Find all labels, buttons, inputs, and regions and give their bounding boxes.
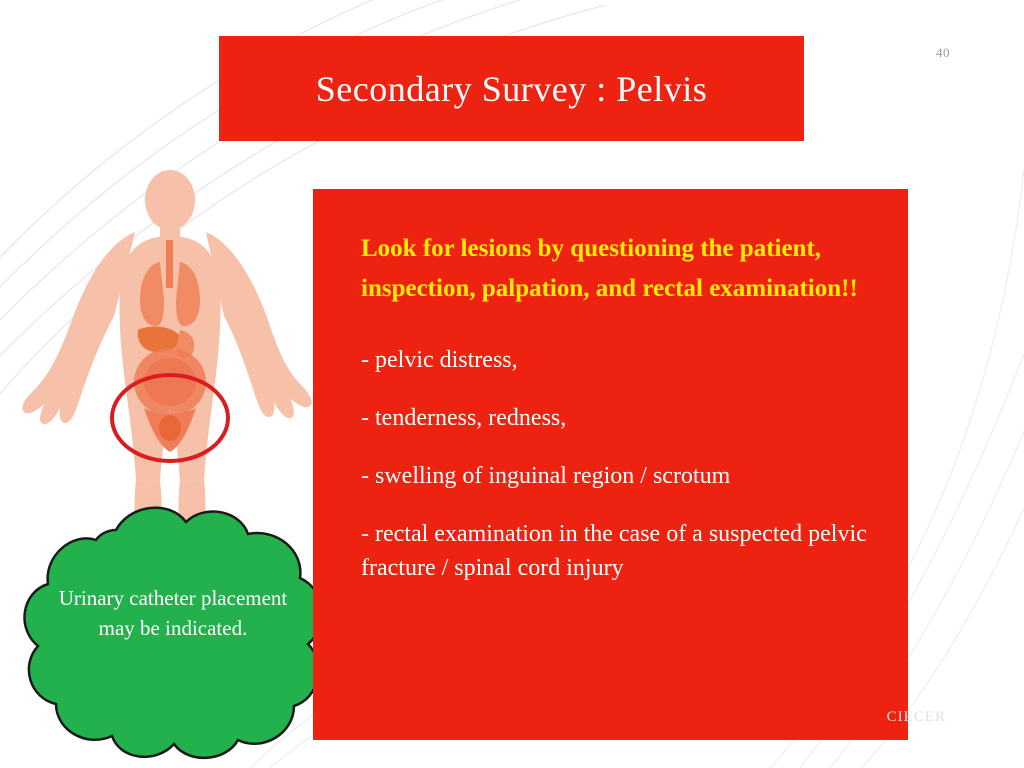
page-title: Secondary Survey : Pelvis — [315, 68, 708, 109]
callout-text: Urinary catheter placement may be indicated. — [58, 586, 288, 641]
content-heading: Look for lesions by questioning the patient, inspection, palpation, and rectal examination!! — [361, 235, 858, 302]
content-box — [313, 189, 908, 740]
title-bar — [219, 36, 804, 141]
slide-number: 40 — [936, 45, 950, 60]
watermark: CIECER — [886, 709, 946, 725]
list-item: - swelling of inguinal region / scrotum — [361, 463, 731, 490]
list-item: - pelvic distress, — [361, 347, 518, 373]
callout-cloud — [8, 498, 338, 766]
list-item: - rectal examination in the case of a suspected pelvic fracture / spinal cord injury — [361, 521, 867, 582]
human-body-illustration — [10, 170, 330, 530]
list-item: - tenderness, redness, — [361, 405, 567, 432]
